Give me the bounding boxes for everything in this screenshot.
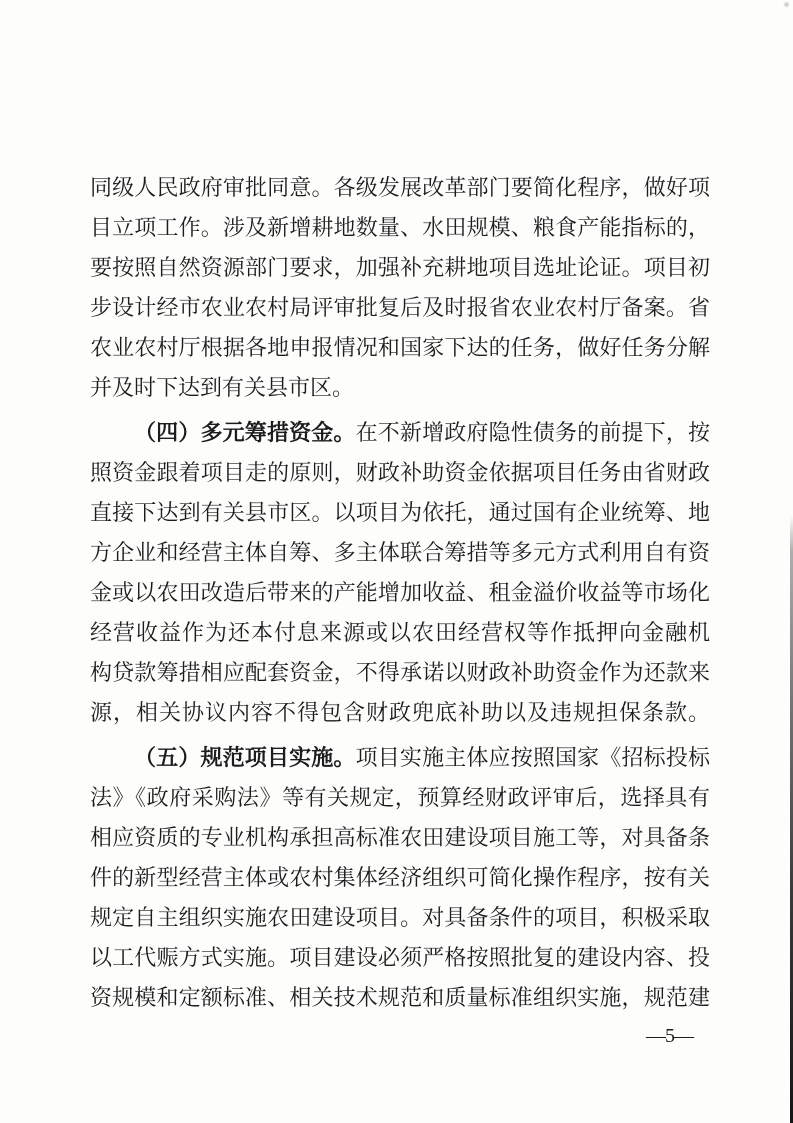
- text-line: 照资金跟着项目走的原则，财政补助资金依据项目任务由省财政: [90, 460, 710, 485]
- text-line: 步设计经市农业农村局评审批复后及时报省农业农村厅备案。省: [90, 295, 710, 320]
- text-line: 源，相关协议内容不得包含财政兜底补助以及违规担保条款。: [90, 700, 710, 725]
- text-line: 规定自主组织实施农田建设项目。对具备条件的项目，积极采取: [90, 905, 710, 930]
- text-line: （四）多元筹措资金。在不新增政府隐性债务的前提下，按: [134, 420, 710, 445]
- paragraph-heading: （五）规范项目实施。: [134, 745, 356, 770]
- paragraph-heading: （四）多元筹措资金。: [134, 420, 356, 445]
- text-line: 件的新型经营主体或农村集体经济组织可简化操作程序，按有关: [90, 865, 710, 890]
- text-line: 并及时下达到有关县市区。: [90, 375, 355, 400]
- page-number: —5—: [646, 1025, 693, 1047]
- text-line: 直接下达到有关县市区。以项目为依托，通过国有企业统筹、地: [90, 500, 710, 525]
- text-line: 目立项工作。涉及新增耕地数量、水田规模、粮食产能指标的，: [90, 215, 710, 240]
- scan-speck: [783, 1, 790, 8]
- text-line: 同级人民政府审批同意。各级发展改革部门要简化程序，做好项: [90, 175, 710, 200]
- text-line: 以工代赈方式实施。项目建设必须严格按照批复的建设内容、投: [90, 945, 710, 970]
- text-line: 资规模和定额标准、相关技术规范和质量标准组织实施，规范建: [90, 985, 710, 1010]
- text-line: 金或以农田改造后带来的产能增加收益、租金溢价收益等市场化: [90, 580, 710, 605]
- text-line: （五）规范项目实施。项目实施主体应按照国家《招标投标: [134, 745, 710, 770]
- text-line: 要按照自然资源部门要求，加强补充耕地项目选址论证。项目初: [90, 255, 710, 280]
- text-line: 经营收益作为还本付息来源或以农田经营权等作抵押向金融机: [90, 620, 710, 645]
- document-lines: [90, 168, 710, 1018]
- text-line: 法》《政府采购法》等有关规定，预算经财政评审后，选择具有: [90, 785, 710, 810]
- text-line: 构贷款筹措相应配套资金，不得承诺以财政补助资金作为还款来: [90, 660, 710, 685]
- text-line: 农业农村厅根据各地申报情况和国家下达的任务，做好任务分解: [90, 335, 710, 360]
- text-line: 方企业和经营主体自筹、多主体联合筹措等多元方式利用自有资: [90, 540, 710, 565]
- text-line: 相应资质的专业机构承担高标准农田建设项目施工等，对具备条: [90, 825, 710, 850]
